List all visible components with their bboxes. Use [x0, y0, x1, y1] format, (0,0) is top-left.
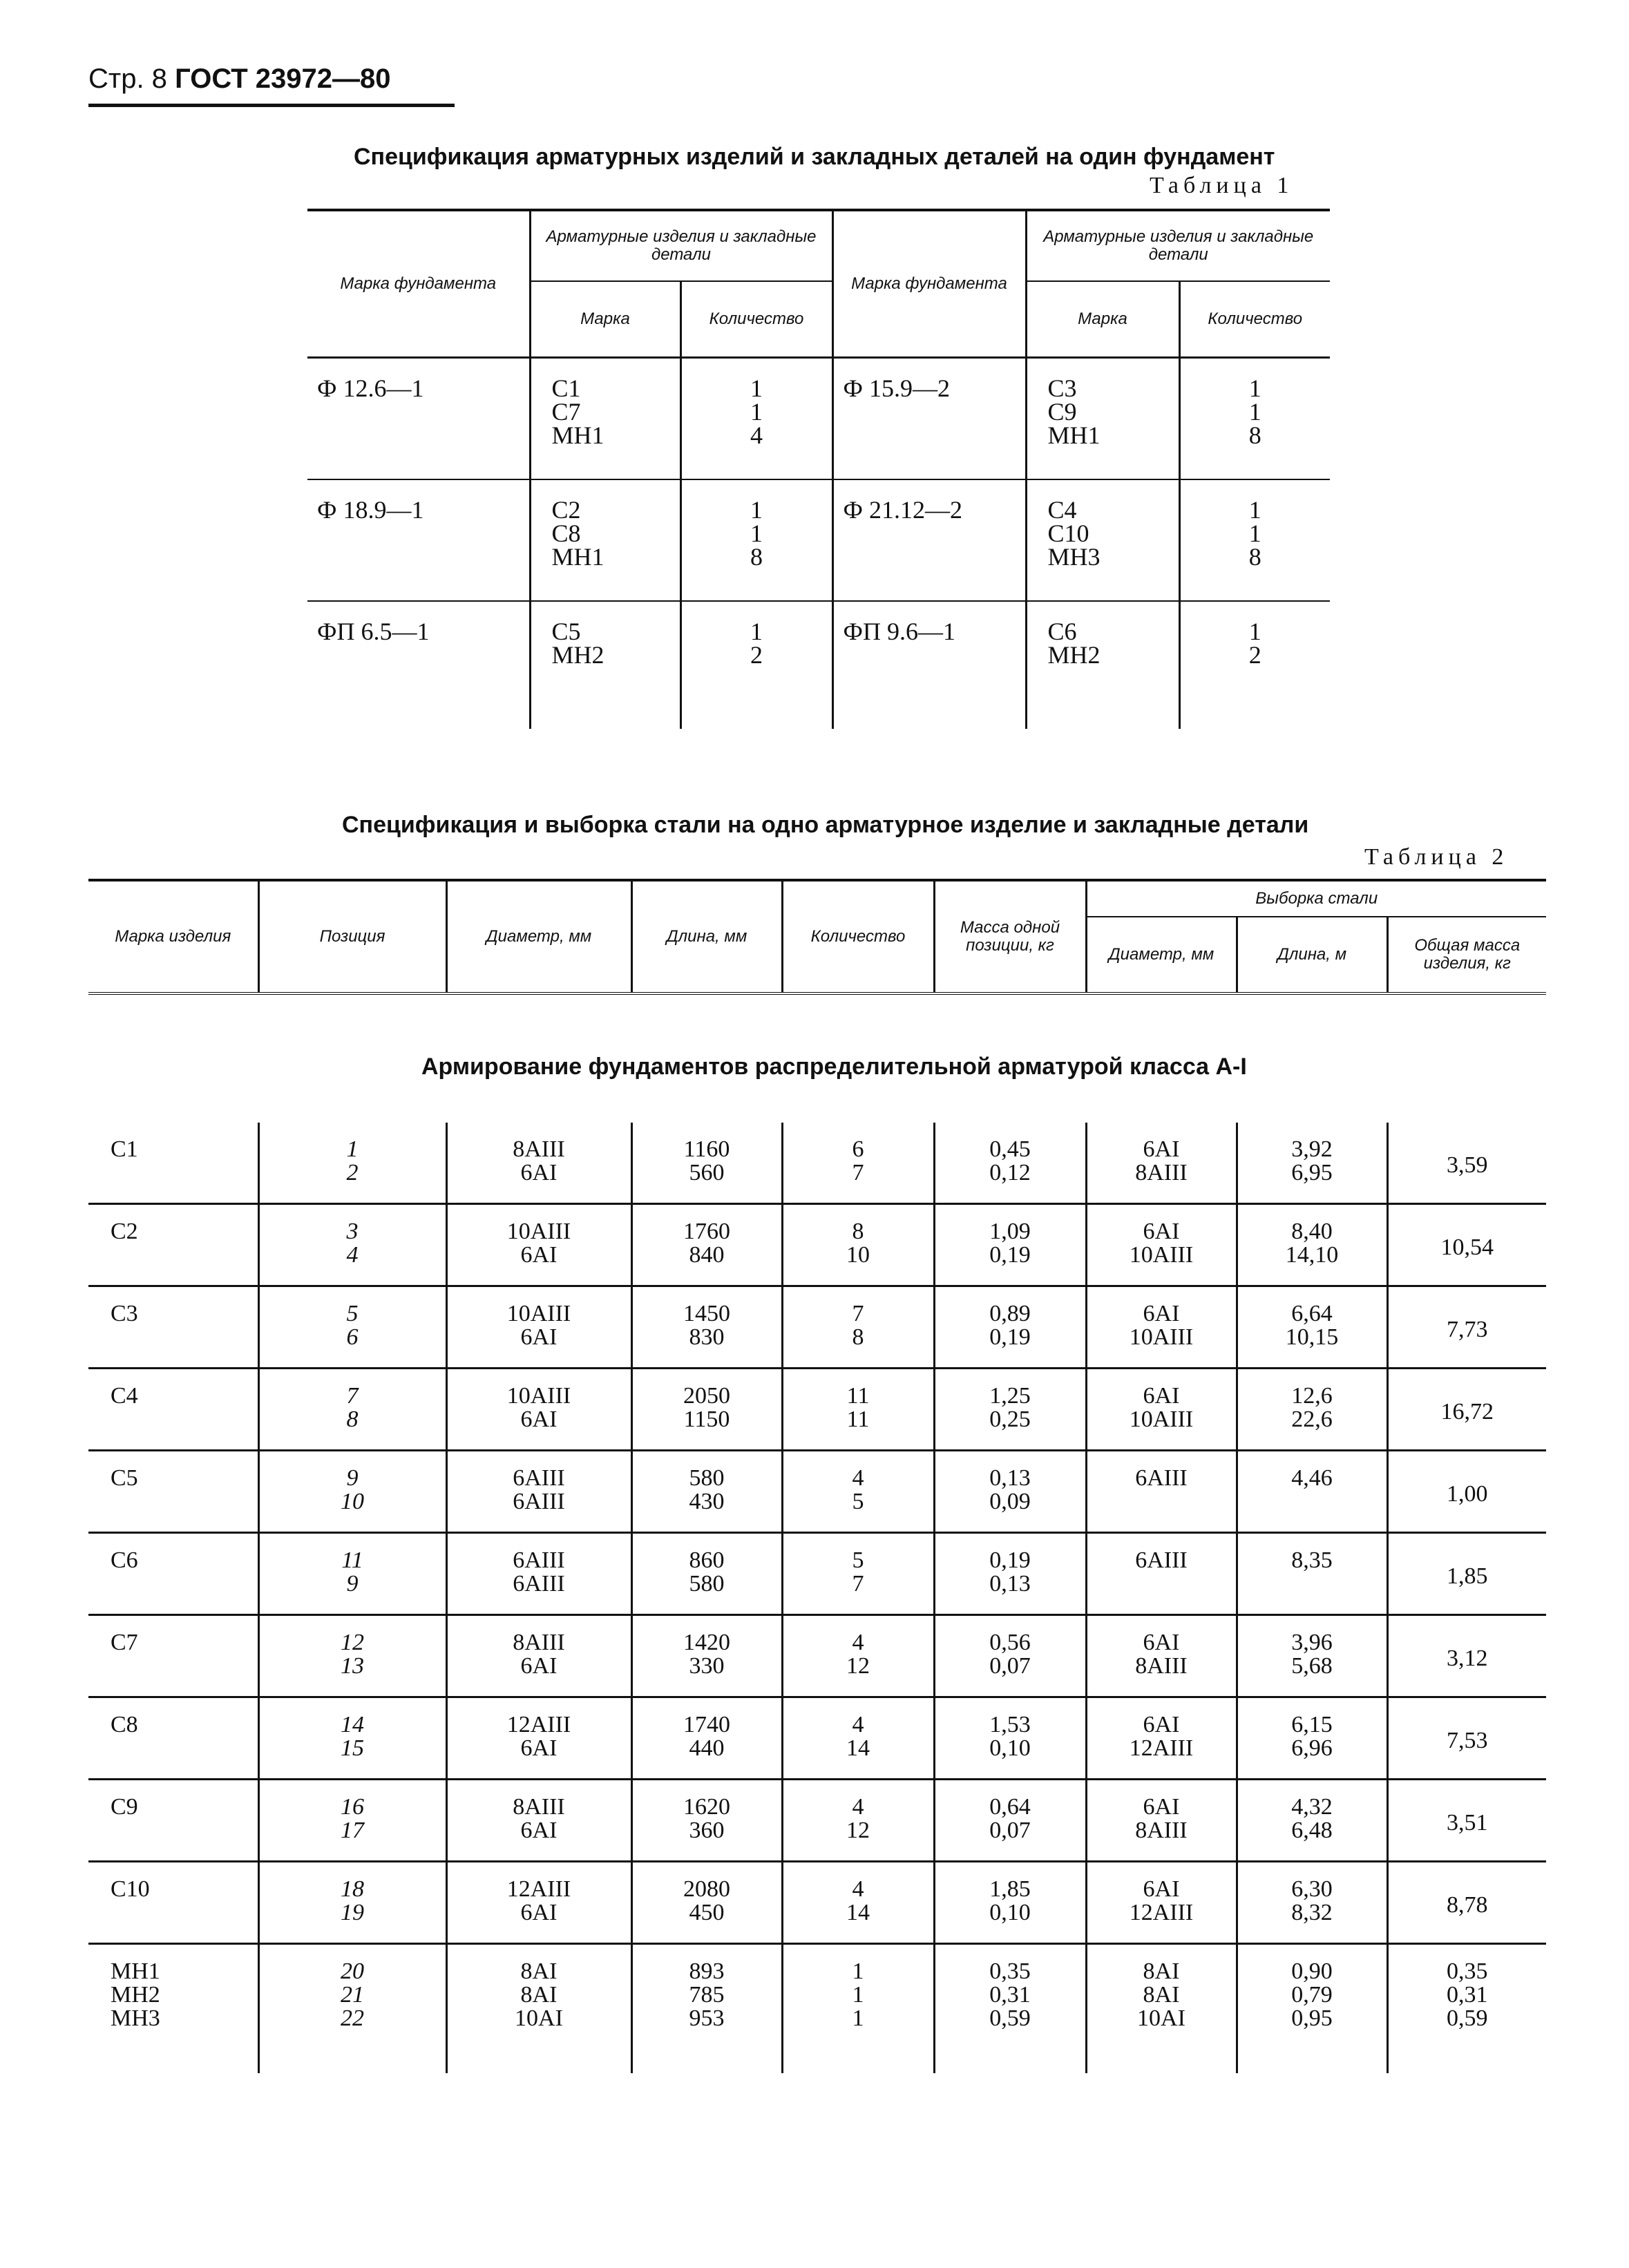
position-cell: 12 13: [258, 1615, 446, 1697]
page-label: Стр. 8: [88, 64, 167, 94]
quantity-cell: 1 2: [680, 601, 832, 729]
table2-caption: Таблица 2: [1364, 844, 1509, 870]
table-row: [88, 1697, 1546, 1780]
item-mark-cell: МН1 МН2 МН3: [88, 1944, 258, 2074]
t1-head-group-right: Арматурные изделия и закладные детали: [1026, 210, 1330, 281]
sel-diameter-cell: 6АIII: [1086, 1451, 1237, 1533]
mark-cell: С2 С8 МН1: [530, 479, 680, 601]
header-rule: [88, 104, 455, 107]
item-mark-cell: С6: [88, 1533, 258, 1615]
sel-length-cell: 3,96 5,68: [1237, 1615, 1387, 1697]
total-mass-cell: 3,59: [1387, 1123, 1546, 1204]
t1-head-foundation-right: Марка фундамента: [832, 210, 1026, 358]
diameter-cell: 12АIII 6АI: [446, 1862, 631, 1944]
mass-cell: 1,09 0,19: [934, 1204, 1086, 1286]
length-cell: 1450 830: [631, 1286, 782, 1369]
position-cell: 11 9: [258, 1533, 446, 1615]
table-row: [88, 1204, 1546, 1286]
table-row: [88, 1615, 1546, 1697]
section-title: Армирование фундаментов распределительной арматурой класса А-I: [421, 1054, 1247, 1080]
mark-cell: С6 МН2: [1026, 601, 1179, 729]
item-mark-cell: С8: [88, 1697, 258, 1780]
diameter-cell: 10АIII 6АI: [446, 1204, 631, 1286]
t1-head-mark-right: Марка: [1026, 281, 1179, 358]
length-cell: 1160 560: [631, 1123, 782, 1204]
total-mass-cell: 8,78: [1387, 1862, 1546, 1944]
diameter-cell: 8АIII 6АI: [446, 1123, 631, 1204]
quantity-cell: 4 14: [782, 1862, 934, 1944]
sel-length-cell: 12,6 22,6: [1237, 1369, 1387, 1451]
table-row: [88, 1944, 1546, 2074]
sel-length-cell: 0,90 0,79 0,95: [1237, 1944, 1387, 2074]
position-cell: 20 21 22: [258, 1944, 446, 2074]
position-cell: 14 15: [258, 1697, 446, 1780]
item-mark-cell: С5: [88, 1451, 258, 1533]
total-mass-cell: 7,53: [1387, 1697, 1546, 1780]
item-mark-cell: С1: [88, 1123, 258, 1204]
quantity-cell: 1 1 1: [782, 1944, 934, 2074]
diameter-cell: 8АIII 6АI: [446, 1780, 631, 1862]
table2-title: Спецификация и выборка стали на одно арматурное изделие и закладные детали: [342, 812, 1309, 838]
sel-length-cell: 3,92 6,95: [1237, 1123, 1387, 1204]
sel-diameter-cell: 6АI 8АIII: [1086, 1615, 1237, 1697]
foundation-cell: ФП 9.6—1: [832, 601, 1026, 729]
position-cell: 7 8: [258, 1369, 446, 1451]
mass-cell: 1,25 0,25: [934, 1369, 1086, 1451]
quantity-cell: 6 7: [782, 1123, 934, 1204]
t1-head-foundation-left: Марка фундамента: [307, 210, 530, 358]
length-cell: 1620 360: [631, 1780, 782, 1862]
table-row: [307, 358, 1330, 480]
length-cell: 1420 330: [631, 1615, 782, 1697]
quantity-cell: 11 11: [782, 1369, 934, 1451]
diameter-cell: 12АIII 6АI: [446, 1697, 631, 1780]
mass-cell: 0,56 0,07: [934, 1615, 1086, 1697]
sel-length-cell: 6,64 10,15: [1237, 1286, 1387, 1369]
sel-diameter-cell: 6АI 8АIII: [1086, 1780, 1237, 1862]
diameter-cell: 10АIII 6АI: [446, 1286, 631, 1369]
t2-head-item-mark: Марка изделия: [88, 880, 258, 993]
foundation-cell: Ф 21.12—2: [832, 479, 1026, 601]
position-cell: 18 19: [258, 1862, 446, 1944]
mark-cell: С1 С7 МН1: [530, 358, 680, 480]
t2-head-total-mass: Общая масса изделия, кг: [1414, 936, 1521, 973]
sel-diameter-cell: 6АI 10АIII: [1086, 1204, 1237, 1286]
total-mass-cell: 3,12: [1387, 1615, 1546, 1697]
quantity-cell: 4 5: [782, 1451, 934, 1533]
position-cell: 1 2: [258, 1123, 446, 1204]
quantity-cell: 7 8: [782, 1286, 934, 1369]
table-row: [307, 479, 1330, 601]
length-cell: 1760 840: [631, 1204, 782, 1286]
sel-diameter-cell: 6АI 10АIII: [1086, 1369, 1237, 1451]
length-cell: 1740 440: [631, 1697, 782, 1780]
diameter-cell: 8АIII 6АI: [446, 1615, 631, 1697]
item-mark-cell: С7: [88, 1615, 258, 1697]
item-mark-cell: С3: [88, 1286, 258, 1369]
table2-header: [88, 879, 1546, 995]
t2-head-mass: Масса одной позиции, кг: [934, 880, 1086, 993]
quantity-cell: 4 12: [782, 1615, 934, 1697]
sel-length-cell: 6,15 6,96: [1237, 1697, 1387, 1780]
mass-cell: 1,53 0,10: [934, 1697, 1086, 1780]
sel-diameter-cell: 6АI 10АIII: [1086, 1286, 1237, 1369]
sel-length-cell: 8,35: [1237, 1533, 1387, 1615]
t2-head-length: Длина, мм: [631, 880, 782, 993]
sel-diameter-cell: 6АI 12АIII: [1086, 1697, 1237, 1780]
length-cell: 580 430: [631, 1451, 782, 1533]
mark-cell: С3 С9 МН1: [1026, 358, 1179, 480]
foundation-cell: ФП 6.5—1: [307, 601, 530, 729]
t2-head-sel-diameter: Диаметр, мм: [1086, 917, 1237, 993]
quantity-cell: 4 14: [782, 1697, 934, 1780]
item-mark-cell: С2: [88, 1204, 258, 1286]
quantity-cell: 5 7: [782, 1533, 934, 1615]
quantity-cell: 1 1 8: [680, 479, 832, 601]
diameter-cell: 6АIII 6АIII: [446, 1451, 631, 1533]
t1-head-group-left: Арматурные изделия и закладные детали: [530, 210, 832, 281]
mass-cell: 0,19 0,13: [934, 1533, 1086, 1615]
quantity-cell: 4 12: [782, 1780, 934, 1862]
mass-cell: 1,85 0,10: [934, 1862, 1086, 1944]
table1-caption: Таблица 1: [1150, 173, 1294, 198]
sel-diameter-cell: 6АI 12АIII: [1086, 1862, 1237, 1944]
diameter-cell: 8АI 8АI 10АI: [446, 1944, 631, 2074]
item-mark-cell: С10: [88, 1862, 258, 1944]
total-mass-cell: 3,51: [1387, 1780, 1546, 1862]
foundation-cell: Ф 12.6—1: [307, 358, 530, 480]
length-cell: 860 580: [631, 1533, 782, 1615]
sel-length-cell: 6,30 8,32: [1237, 1862, 1387, 1944]
quantity-cell: 1 2: [1248, 618, 1261, 669]
position-cell: 9 10: [258, 1451, 446, 1533]
table-row: [88, 1369, 1546, 1451]
total-mass-cell: 0,35 0,31 0,59: [1447, 1959, 1488, 2031]
table-row: [88, 1780, 1546, 1862]
diameter-cell: 10АIII 6АI: [446, 1369, 631, 1451]
t1-head-mark-left: Марка: [530, 281, 680, 358]
position-cell: 16 17: [258, 1780, 446, 1862]
table2-body: [88, 1123, 1546, 2073]
position-cell: 5 6: [258, 1286, 446, 1369]
sel-length-cell: 4,32 6,48: [1237, 1780, 1387, 1862]
mass-cell: 0,45 0,12: [934, 1123, 1086, 1204]
t2-head-sel-length: Длина, м: [1237, 917, 1387, 993]
quantity-cell: 1 1 8: [1179, 479, 1330, 601]
foundation-cell: Ф 15.9—2: [832, 358, 1026, 480]
item-mark-cell: С4: [88, 1369, 258, 1451]
item-mark-cell: С9: [88, 1780, 258, 1862]
quantity-cell: 1 1 8: [1179, 358, 1330, 480]
length-cell: 2050 1150: [631, 1369, 782, 1451]
total-mass-cell: 7,73: [1387, 1286, 1546, 1369]
foundation-cell: Ф 18.9—1: [307, 479, 530, 601]
t2-head-diameter: Диаметр, мм: [446, 880, 631, 993]
t2-head-quantity: Количество: [782, 880, 934, 993]
total-mass-cell: 1,85: [1387, 1533, 1546, 1615]
position-cell: 3 4: [258, 1204, 446, 1286]
mass-cell: 0,13 0,09: [934, 1451, 1086, 1533]
table-row: [88, 1862, 1546, 1944]
quantity-cell: 8 10: [782, 1204, 934, 1286]
sel-diameter-cell: 6АIII: [1086, 1533, 1237, 1615]
sel-diameter-cell: 6АI 8АIII: [1086, 1123, 1237, 1204]
t1-head-qty-right: Количество: [1179, 281, 1330, 358]
total-mass-cell: 1,00: [1387, 1451, 1546, 1533]
mass-cell: 0,64 0,07: [934, 1780, 1086, 1862]
table-row: [88, 1123, 1546, 1204]
diameter-cell: 6АIII 6АIII: [446, 1533, 631, 1615]
sel-length-cell: 8,40 14,10: [1237, 1204, 1387, 1286]
table-row: [88, 1286, 1546, 1369]
total-mass-cell: 10,54: [1387, 1204, 1546, 1286]
table-row: [307, 601, 1330, 729]
total-mass-cell: 16,72: [1387, 1369, 1546, 1451]
quantity-cell: 1 1 4: [680, 358, 832, 480]
t2-head-steel-group: Выборка стали: [1086, 880, 1546, 917]
standard-number: ГОСТ 23972—80: [175, 64, 391, 94]
length-cell: 893 785 953: [631, 1944, 782, 2074]
mark-cell: С5 МН2: [530, 601, 680, 729]
table1: [307, 209, 1330, 729]
sel-diameter-cell: 8АI 8АI 10АI: [1086, 1944, 1237, 2074]
table-row: [88, 1451, 1546, 1533]
t1-head-qty-left: Количество: [680, 281, 832, 358]
length-cell: 2080 450: [631, 1862, 782, 1944]
table1-title: Спецификация арматурных изделий и закладных деталей на один фундамент: [354, 144, 1275, 170]
mass-cell: 0,35 0,31 0,59: [934, 1944, 1086, 2074]
mark-cell: С4 С10 МН3: [1026, 479, 1179, 601]
t2-head-position: Позиция: [258, 880, 446, 993]
table-row: [88, 1533, 1546, 1615]
page-header: [88, 64, 390, 95]
sel-length-cell: 4,46: [1237, 1451, 1387, 1533]
mass-cell: 0,89 0,19: [934, 1286, 1086, 1369]
